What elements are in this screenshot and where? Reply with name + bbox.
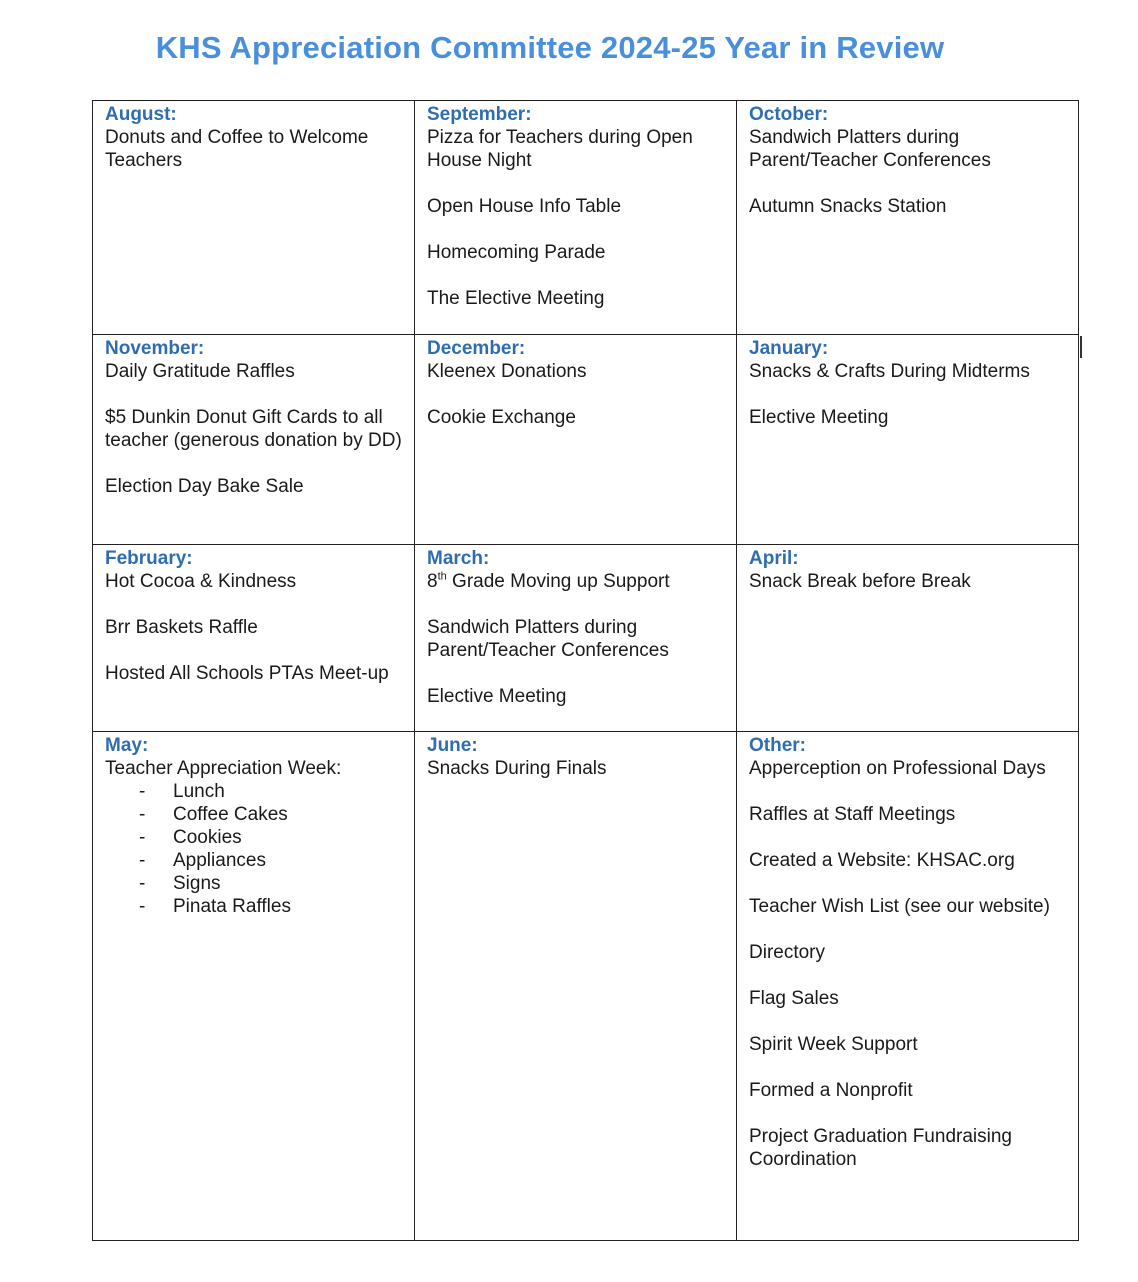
cell-november — [93, 335, 415, 545]
list-item: Elective Meeting — [427, 686, 567, 707]
text-cursor — [1080, 336, 1082, 358]
list-item: Project Graduation Fundraising Coordination — [749, 1126, 1012, 1170]
list-item: Kleenex Donations — [427, 361, 587, 382]
dash-bullet: - — [139, 896, 146, 917]
list-item: Snacks & Crafts During Midterms — [749, 361, 1030, 382]
dash-bullet: - — [139, 827, 146, 848]
table-row — [93, 545, 1079, 732]
list-item: Election Day Bake Sale — [105, 476, 304, 497]
list-item: Cookie Exchange — [427, 407, 576, 428]
month-label-february: February: — [105, 548, 193, 569]
document-title: KHS Appreciation Committee 2024-25 Year in Review — [155, 30, 945, 65]
dash-bullet: - — [139, 804, 146, 825]
list-item: Open House Info Table — [427, 196, 622, 217]
cell-december — [415, 335, 737, 545]
year-review-table — [92, 100, 1079, 1241]
list-item: Raffles at Staff Meetings — [749, 804, 956, 825]
month-label-december: December: — [427, 338, 526, 359]
month-label-other: Other: — [749, 735, 806, 756]
list-item: Hot Cocoa & Kindness — [105, 571, 297, 592]
list-item: Directory — [749, 942, 826, 963]
list-item: Apperception on Professional Days — [749, 758, 1046, 779]
cell-august — [93, 101, 415, 335]
cell-february — [93, 545, 415, 732]
month-label-october: October: — [749, 104, 829, 125]
list-item: Daily Gratitude Raffles — [105, 361, 295, 382]
list-item: Snack Break before Break — [749, 571, 971, 592]
list-item: Autumn Snacks Station — [749, 196, 947, 217]
list-item: - Coffee Cakes — [139, 804, 288, 825]
item-text: Grade Moving up Support — [446, 571, 670, 592]
cell-january — [737, 335, 1079, 545]
ordinal-number: 8 — [427, 571, 438, 592]
table-row — [93, 732, 1079, 1241]
list-item — [427, 570, 726, 593]
ordinal-suffix: th — [437, 570, 447, 583]
month-label-august: August: — [105, 104, 177, 125]
appreciation-week-list — [105, 780, 404, 918]
list-item: - Cookies — [139, 827, 242, 848]
list-item: Snacks During Finals — [427, 758, 607, 779]
month-label-june: June: — [427, 735, 478, 756]
dash-bullet: - — [139, 850, 146, 871]
list-item: Sandwich Platters during Parent/Teacher Conferences — [749, 127, 991, 171]
month-label-january: January: — [749, 338, 829, 359]
month-label-november: November: — [105, 338, 205, 359]
list-item: Spirit Week Support — [749, 1034, 918, 1055]
dash-bullet: - — [139, 781, 146, 802]
list-item: Sandwich Platters during Parent/Teacher Conferences — [427, 617, 669, 661]
list-item: - Lunch — [139, 781, 225, 802]
list-item: Homecoming Parade — [427, 242, 606, 263]
list-item: Teacher Wish List (see our website) — [749, 896, 1050, 917]
list-item: - Appliances — [139, 850, 266, 871]
month-label-september: September: — [427, 104, 532, 125]
cell-april — [737, 545, 1079, 732]
list-item: Elective Meeting — [749, 407, 889, 428]
list-item: Created a Website: KHSAC.org — [749, 850, 1015, 871]
list-item: The Elective Meeting — [427, 288, 605, 309]
list-item: Donuts and Coffee to Welcome Teachers — [105, 127, 369, 171]
cell-october — [737, 101, 1079, 335]
list-item: $5 Dunkin Donut Gift Cards to all teacher (generous donation by DD) — [105, 407, 402, 451]
list-item: - Pinata Raffles — [139, 896, 291, 917]
cell-may — [93, 732, 415, 1241]
list-item: - Signs — [139, 873, 221, 894]
list-item: Flag Sales — [749, 988, 839, 1009]
dash-bullet: - — [139, 873, 146, 894]
table-row — [93, 101, 1079, 335]
month-label-march: March: — [427, 548, 490, 569]
month-label-april: April: — [749, 548, 799, 569]
list-item: Hosted All Schools PTAs Meet-up — [105, 663, 389, 684]
list-item: Pizza for Teachers during Open House Night — [427, 127, 693, 171]
month-label-may: May: — [105, 735, 149, 756]
list-heading: Teacher Appreciation Week: — [105, 758, 342, 779]
cell-other — [737, 732, 1079, 1241]
list-item: Formed a Nonprofit — [749, 1080, 913, 1101]
cell-march — [415, 545, 737, 732]
cell-june — [415, 732, 737, 1241]
cell-september — [415, 101, 737, 335]
list-item: Brr Baskets Raffle — [105, 617, 258, 638]
table-row — [93, 335, 1079, 545]
